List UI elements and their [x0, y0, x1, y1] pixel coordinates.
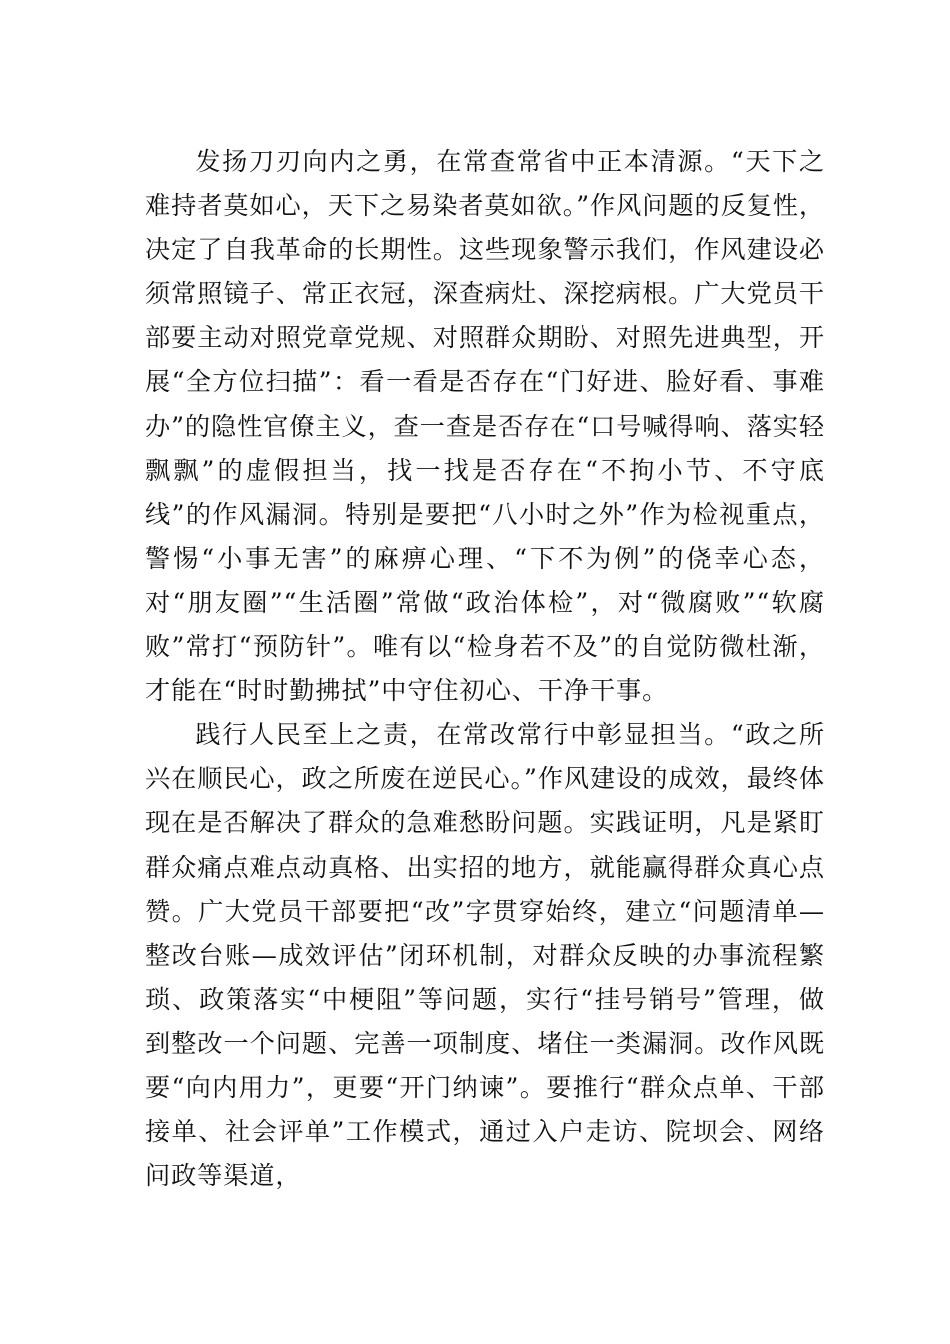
document-body [145, 140, 825, 1198]
paragraph-people-first: 践行人民至上之责，在常改常行中彰显担当。“政之所兴在顺民心，政之所废在逆民心。”作风建设的成效，最终体现在是否解决了群众的急难愁盼问题。实践证明，凡是紧盯群众痛点难点动真格、出实招的地方，就能赢得群众真心点赞。广大党员干部要把“改”字贯穿始终，建立“问题清单—整改台账—成效评估”闭环机制，对群众反映的办事流程繁琐、政策落实“中梗阻”等问题，实行“挂号销号”管理，做到整改一个问题、完善一项制度、堵住一类漏洞。改作风既要“向内用力”，更要“开门纳谏”。要推行“群众点单、干部接单、社会评单”工作模式，通过入户走访、院坝会、网络问政等渠道， [145, 720, 825, 1191]
paragraph-self-inspection: 发扬刀刃向内之勇，在常查常省中正本清源。“天下之难持者莫如心，天下之易染者莫如欲。”作风问题的反复性，决定了自我革命的长期性。这些现象警示我们，作风建设必须常照镜子、常正衣冠，深查病灶、深挖病根。广大党员干部要主动对照党章党规、对照群众期盼、对照先进典型，开展“全方位扫描”：看一看是否存在“门好进、脸好看、事难办”的隐性官僚主义，查一查是否存在“口号喊得响、落实轻飘飘”的虚假担当，找一找是否存在“不拘小节、不守底线”的作风漏洞。特别是要把“八小时之外”作为检视重点，警惕“小事无害”的麻痹心理、“下不为例”的侥幸心态，对“朋友圈”“生活圈”常做“政治体检”，对“微腐败”“软腐败”常打“预防针”。唯有以“检身若不及”的自觉防微杜渐，才能在“时时勤拂拭”中守住初心、干净干事。 [145, 147, 825, 706]
